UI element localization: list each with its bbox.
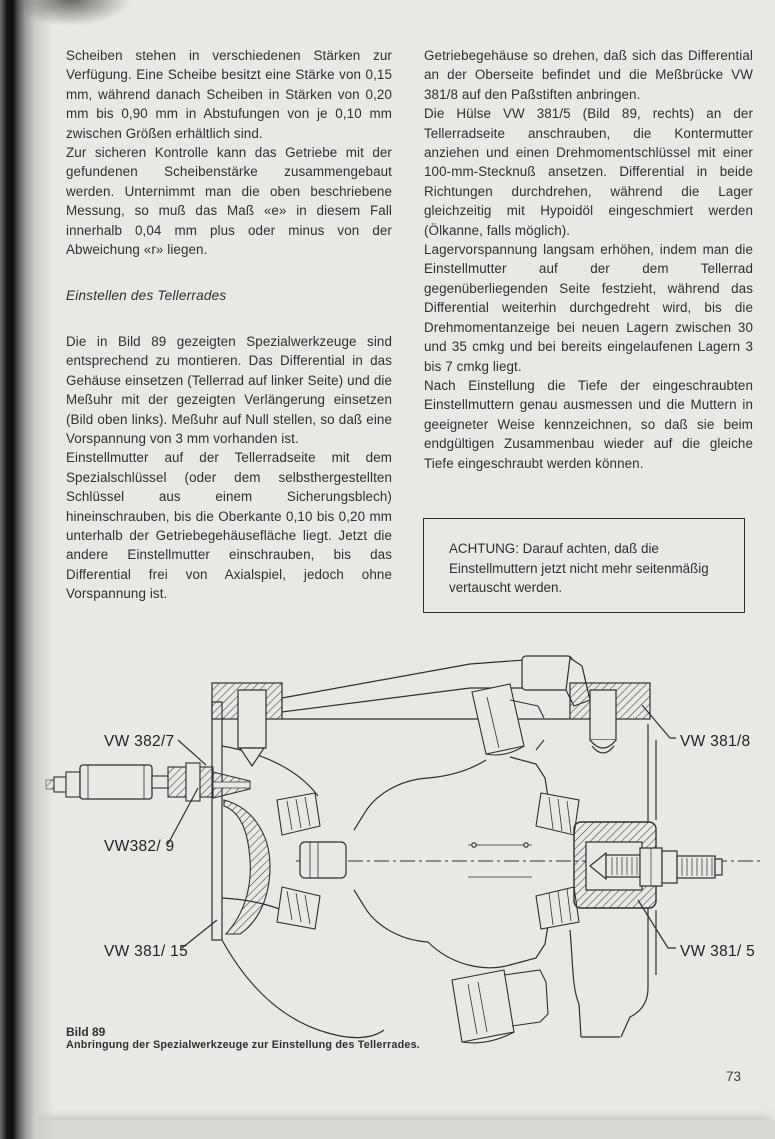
tool-vw381-15-wrench [224, 800, 270, 934]
paragraph: Lagervorspannung langsam erhöhen, indem man die Einstellmutter auf der dem Tellerrad gegenüberliegenden Seite festzieht, während das Differential weiterhin durchgedreht wird, bis die Drehmomentanzeige bei neuen Lagern zwischen 30 und 35 cmkg und bei bereits eingelaufenen Lagern 3 bis 7 cmkg liegt. [424, 242, 753, 374]
paragraph: Die in Bild 89 gezeigten Spezialwerkzeuge sind entsprechend zu montieren. Das Differential in das Gehäuse einsetzen (Tellerrad auf linker Seite) und die Meßuhr mit der gezeigten Verlängerung einsetzen (Bild oben links). Meßuhr auf Null stellen, so daß eine Vorspannung von 3 mm vorhanden ist. [66, 333, 392, 446]
section-heading: Einstellen des Tellerrades [66, 288, 227, 304]
figure-label-vw382-9: VW382/ 9 [104, 838, 175, 855]
tool-vw381-8-bridge [212, 656, 650, 766]
paragraph: Die Hülse VW 381/5 (Bild 89, rechts) an der Tellerradseite anschrauben, die Kontermutter anziehen und einen Drehmomentschlüssel mit einer 100-mm-Stecknuß ansetzen. Differential in beide Richtungen durchdrehen, während die Lager gleichzeitig mit Hypoidöl eingeschmiert werden (Ölkanne, falls möglich). [424, 106, 753, 238]
figure-drawing [0, 640, 775, 1060]
right-text-column [424, 46, 753, 473]
paragraph: Getriebegehäuse so drehen, daß sich das Differential an der Oberseite befindet und die Meßbrücke VW 381/8 auf den Paßstiften anbringen. [424, 48, 753, 102]
paragraph: Einstellmutter auf der Tellerradseite mit dem Spezialschlüssel (oder dem selbsthergestellten Schlüssel aus einem Sicherungsblech) hineinschrauben, bis die Oberkante 0,10 bis 0,20 mm unterhalb der Getriebegehäusefläche liegt. Jetzt die andere Einstellmutter einschrauben, bis das Differential frei von Axialspiel, jedoch ohne Vorspannung ist. [66, 450, 392, 602]
caution-text: ACHTUNG: Darauf achten, daß die Einstellmuttern jetzt nicht mehr seitenmäßig vertauscht werden. [449, 541, 709, 596]
left-text-column [66, 46, 392, 604]
figure-caption-text: Anbringung der Spezialwerkzeuge zur Einstellung des Tellerrades. [66, 1039, 420, 1051]
figure-caption [66, 1026, 420, 1052]
figure-label-vw381-8: VW 381/8 [680, 733, 751, 750]
tool-vw381-5-sleeve [574, 822, 722, 908]
figure-caption-title: Bild 89 [66, 1025, 106, 1039]
paragraph: Nach Einstellung die Tiefe der eingeschraubten Einstellmuttern genau ausmessen und die Muttern in geeigneter Weise kennzeichnen, so daß sie beim endgültigen Zusammenbau wieder auf die gleiche Tiefe eingeschraubt werden können. [424, 377, 753, 471]
pinion-shaft-bottom [452, 970, 548, 1043]
figure-label-vw381-15: VW 381/ 15 [104, 943, 188, 960]
figure-label-vw381-5: VW 381/ 5 [680, 943, 756, 960]
paragraph: Scheiben stehen in verschiedenen Stärken zur Verfügung. Eine Scheibe besitzt eine Stärke von 0,15 mm, während danach Scheiben in Stärken von 0,20 mm bis 0,90 mm in Abstufungen von je 0,10 mm zwischen Größen erhältlich sind. [66, 48, 392, 141]
figure-label-vw382-7: VW 382/7 [104, 733, 175, 750]
page-number: 73 [726, 1069, 742, 1084]
paragraph: Zur sicheren Kontrolle kann das Getriebe mit der gefundenen Scheibenstärke zusammengebaut werden. Unternimmt man die oben beschriebene Messung, so muß das Maß «e» in diesem Fall innerhalb 0,04 mm plus oder minus von der Abweichung «r» liegen. [66, 145, 392, 258]
scan-smudge [16, 0, 136, 28]
page-bottom-edge [0, 1120, 775, 1139]
caution-box [423, 518, 745, 613]
differential-case [300, 757, 548, 968]
